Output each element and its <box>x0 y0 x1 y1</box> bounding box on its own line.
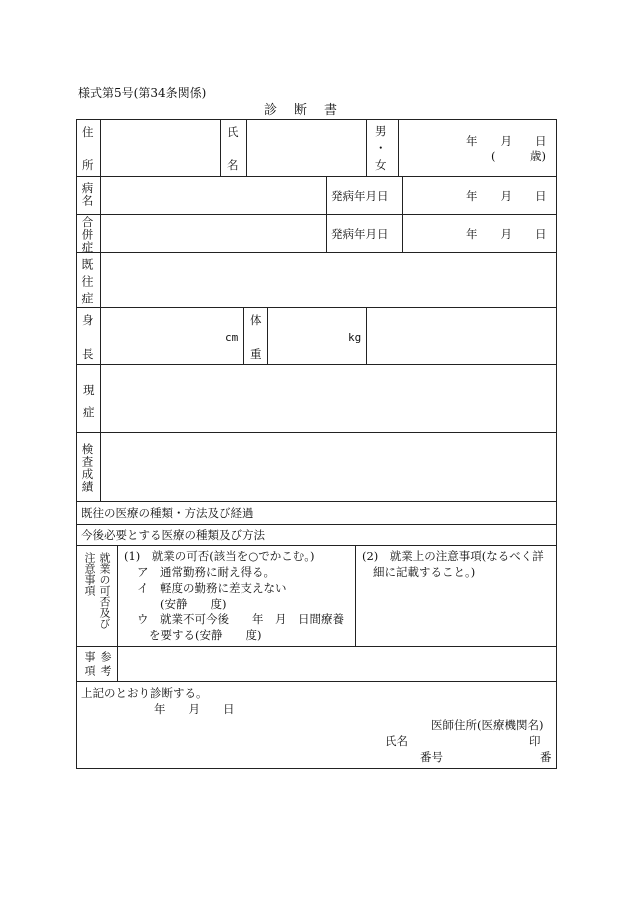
complication-onset-date[interactable]: 年 月 日 <box>466 227 547 241</box>
work-option-i[interactable]: イ 軽度の勤務に差支えない <box>137 581 287 595</box>
row-divider <box>76 545 557 546</box>
diagnosis-statement: 上記のとおり診断する。 <box>81 686 208 700</box>
sex-option-male[interactable]: 男 <box>375 124 387 138</box>
work-option-u-rest: を要する(安静 度) <box>149 628 262 642</box>
weight-field[interactable] <box>268 308 346 364</box>
symptoms-field[interactable] <box>101 365 556 432</box>
complication-label: 合併症 <box>80 216 95 254</box>
address-field[interactable] <box>101 120 220 176</box>
height-field[interactable] <box>101 308 223 364</box>
medical-history-field[interactable] <box>101 253 556 307</box>
doctor-name-field[interactable] <box>413 732 523 748</box>
symptoms-label-bottom: 症 <box>83 405 95 419</box>
col-divider <box>366 119 367 177</box>
disease-onset-date[interactable]: 年 月 日 <box>466 189 547 203</box>
row-divider <box>76 524 557 525</box>
medical-history-label: 既往症 <box>80 258 94 309</box>
future-treatment-label: 今後必要とする医療の種類及び方法 <box>81 528 265 542</box>
name-field[interactable] <box>247 120 366 176</box>
col-divider <box>398 119 399 177</box>
table-border-right <box>556 119 557 769</box>
table-border-bottom <box>76 768 557 769</box>
disease-name-label: 病名 <box>80 182 95 207</box>
name-label-top: 氏 <box>227 125 239 139</box>
work-notes-title: (2) 就業上の注意事項(なるべく詳 <box>362 549 544 563</box>
document-title: 診 断 書 <box>264 103 340 118</box>
symptoms-label-top: 現 <box>83 383 95 397</box>
registration-number-field[interactable] <box>450 748 535 764</box>
reference-field[interactable] <box>118 647 556 681</box>
sex-option-female[interactable]: 女 <box>375 158 387 172</box>
diagnosis-date[interactable]: 年 月 日 <box>154 702 235 716</box>
doctor-address-label: 医師住所(医療機関名) <box>431 718 544 732</box>
weight-label-bottom: 重 <box>250 347 262 361</box>
col-divider <box>243 307 244 365</box>
seal-mark: 印 <box>529 734 541 748</box>
doctor-name-label: 氏名 <box>385 734 408 748</box>
row-divider <box>76 501 557 502</box>
work-notes-title-cont: 細に記載すること。) <box>373 565 476 579</box>
weight-unit: kg <box>348 331 362 344</box>
complication-onset-label: 発病年月日 <box>331 227 389 241</box>
disease-name-field[interactable] <box>101 177 326 214</box>
past-treatment-label: 既往の医療の種類・方法及び経過 <box>81 506 254 520</box>
height-unit: cm <box>225 331 239 344</box>
col-divider <box>220 119 221 177</box>
work-option-i-rest: (安静 度) <box>160 597 227 611</box>
complication-field[interactable] <box>101 215 326 252</box>
address-label-top: 住 <box>82 125 94 139</box>
work-notes-field[interactable] <box>356 582 556 646</box>
col-divider <box>326 176 327 253</box>
height-label-top: 身 <box>82 313 94 327</box>
sex-separator: ・ <box>375 141 387 155</box>
reference-label-col1: 参考 <box>99 651 112 679</box>
registration-number-label: 番号 <box>420 750 443 764</box>
exam-results-field[interactable] <box>101 433 556 501</box>
col-divider <box>366 307 367 365</box>
row-divider <box>76 681 557 682</box>
work-label-col2: 注意事項 <box>83 552 96 596</box>
disease-onset-label: 発病年月日 <box>331 189 389 203</box>
weight-label-top: 体 <box>250 313 262 327</box>
table-border-left <box>76 119 77 769</box>
work-option-u[interactable]: ウ 就業不可今後 年 月 日間療養 <box>137 612 344 626</box>
work-suitability-title: (1) 就業の可否(該当を○でかこむ。) <box>124 549 315 563</box>
col-divider <box>402 176 403 253</box>
reference-label-col2: 事項 <box>83 651 96 679</box>
address-label-bottom: 所 <box>82 158 94 172</box>
col-divider <box>117 545 118 647</box>
exam-results-label: 検査成績 <box>80 443 95 493</box>
age-field[interactable]: ( 歳) <box>491 149 546 163</box>
form-number: 様式第5号(第34条関係) <box>78 86 207 100</box>
registration-number-suffix: 番 <box>540 750 552 764</box>
work-option-a[interactable]: ア 通常勤務に耐え得る。 <box>137 565 275 579</box>
height-label-bottom: 長 <box>82 347 94 361</box>
work-label-col1: 就業の可否及び <box>98 552 111 629</box>
birth-date-field[interactable]: 年 月 日 <box>466 134 547 148</box>
name-label-bottom: 名 <box>227 158 239 172</box>
